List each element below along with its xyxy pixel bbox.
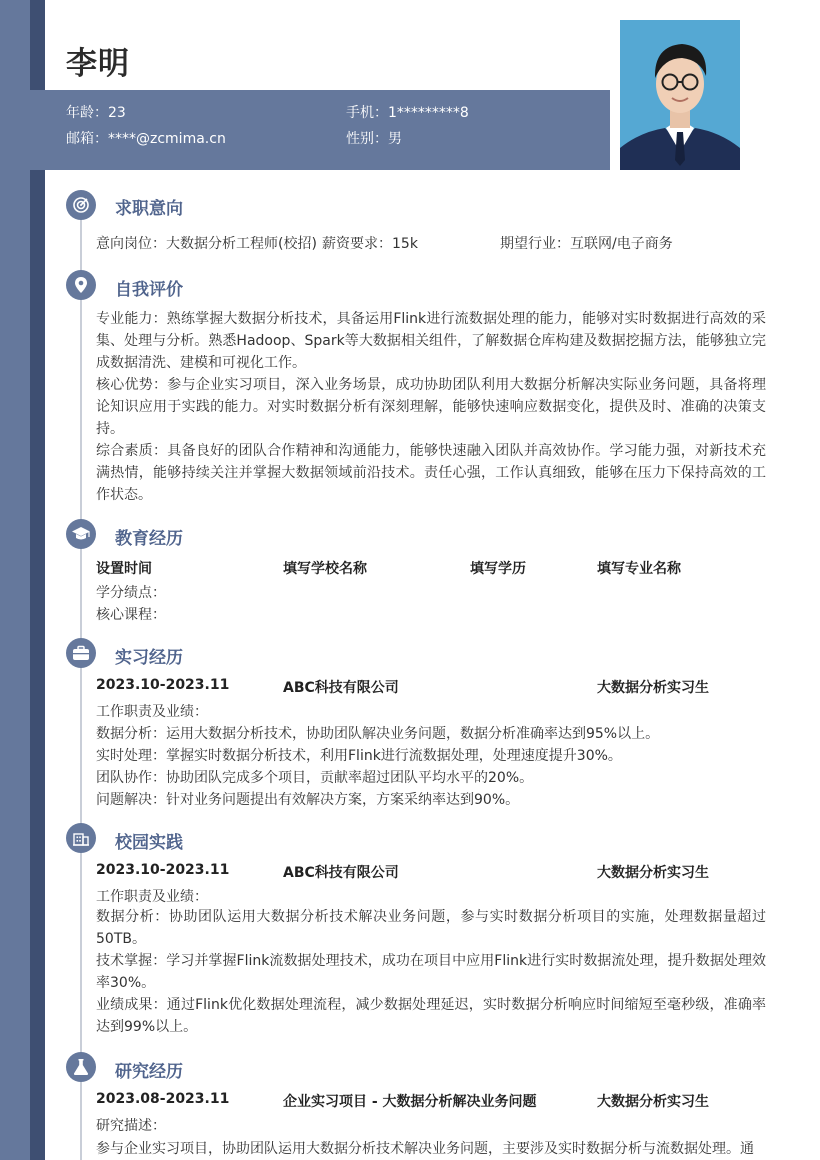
internship-role: 大数据分析实习生 [597,680,709,696]
research-description: 参与企业实习项目，协助团队运用大数据分析技术解决业务问题，主要涉及实时数据分析与流数据处理。通 [96,1141,754,1157]
campus-data-analysis: 数据分析：协助团队运用大数据分析技术解决业务问题，参与实时数据分析项目的实施，处理数据量超过50TB。 [96,909,766,947]
gender-value: 男 [388,131,402,147]
education-courses: 核心课程： [96,607,166,623]
education-gpa: 学分绩点： [96,585,166,601]
contact-info-band [30,90,610,170]
gender-field [346,128,402,148]
left-accent-bar-dark [30,0,45,1160]
research-role: 大数据分析实习生 [597,1094,709,1110]
target-icon [66,190,96,220]
research-project: 企业实习项目 - 大数据分析解决业务问题 [283,1094,537,1110]
campus-company: ABC科技有限公司 [283,865,399,881]
section-title-intent: 求职意向 [115,199,183,219]
section-timeline [80,200,82,1160]
section-title-campus: 校园实践 [115,833,183,853]
email-label: 邮箱： [66,131,108,147]
campus-period: 2023.10-2023.11 [96,862,230,878]
left-accent-bar [0,0,30,1160]
age-field [66,102,126,122]
flask-icon [66,1052,96,1082]
building-icon [66,823,96,853]
location-pin-icon [66,270,96,300]
self-eval-quality: 综合素质：具备良好的团队合作精神和沟通能力，能够快速融入团队并高效协作。学习能力强，对新技术充满热情，能够持续关注并掌握大数据领域前沿技术。责任心强，工作认真细致，能够在压力下保持高效的工作状态。 [96,443,766,503]
campus-duty-label: 工作职责及业绩： [96,889,208,905]
section-title-education: 教育经历 [115,529,183,549]
phone-label: 手机： [346,105,388,121]
section-title-internship: 实习经历 [115,648,183,668]
section-title-self-eval: 自我评价 [115,280,183,300]
self-eval-strength: 核心优势：参与企业实习项目，深入业务场景，成功协助团队利用大数据分析解决实际业务问题，具备将理论知识应用于实践的能力。对实时数据分析有深刻理解，能够快速响应数据变化，提供及时、准确的决策支持。 [96,377,766,437]
campus-tech-mastery: 技术掌握：学习并掌握Flink流数据处理技术，成功在项目中应用Flink进行实时数据流处理，提升数据处理效率30%。 [96,953,766,991]
internship-line: 问题解决：针对业务问题提出有效解决方案，方案采纳率达到90%。 [96,792,520,808]
internship-period: 2023.10-2023.11 [96,677,230,693]
intent-salary: 薪资要求：15k [322,236,418,252]
self-eval-professional: 专业能力：熟练掌握大数据分析技术，具备运用Flink进行流数据处理的能力，能够对实时数据进行高效的采集、处理与分析。熟悉Hadoop、Spark等大数据相关组件，了解数据仓库构建及数据挖掘方法，能够独立完成数据清洗、建模和可视化工作。 [96,311,766,371]
email-field [66,128,226,148]
research-desc-label: 研究描述： [96,1118,166,1134]
phone-value: 1*********8 [388,105,469,121]
internship-duty-label: 工作职责及业绩： [96,704,208,720]
gender-label: 性别： [346,131,388,147]
internship-line: 实时处理：掌握实时数据分析技术，利用Flink进行流数据处理，处理速度提升30%。 [96,748,622,764]
education-major: 填写专业名称 [597,561,681,577]
internship-line: 团队协作：协助团队完成多个项目，贡献率超过团队平均水平的20%。 [96,770,534,786]
age-value: 23 [108,105,126,121]
intent-industry: 期望行业：互联网/电子商务 [500,236,673,252]
research-period: 2023.08-2023.11 [96,1091,230,1107]
intent-position: 意向岗位：大数据分析工程师(校招) [96,236,317,252]
email-value: ****@zcmima.cn [108,131,226,147]
avatar-photo [620,20,740,170]
education-degree: 填写学历 [470,561,526,577]
phone-field [346,102,469,122]
campus-role: 大数据分析实习生 [597,865,709,881]
age-label: 年龄： [66,105,108,121]
internship-company: ABC科技有限公司 [283,680,399,696]
graduation-cap-icon [66,519,96,549]
campus-results: 业绩成果：通过Flink优化数据处理流程，减少数据处理延迟，实时数据分析响应时间缩短至毫秒级，准确率达到99%以上。 [96,997,766,1035]
internship-line: 数据分析：运用大数据分析技术，协助团队解决业务问题，数据分析准确率达到95%以上。 [96,726,660,742]
education-school: 填写学校名称 [283,561,367,577]
section-title-research: 研究经历 [115,1062,183,1082]
candidate-name: 李明 [66,46,130,82]
education-time: 设置时间 [96,561,152,577]
briefcase-icon [66,638,96,668]
